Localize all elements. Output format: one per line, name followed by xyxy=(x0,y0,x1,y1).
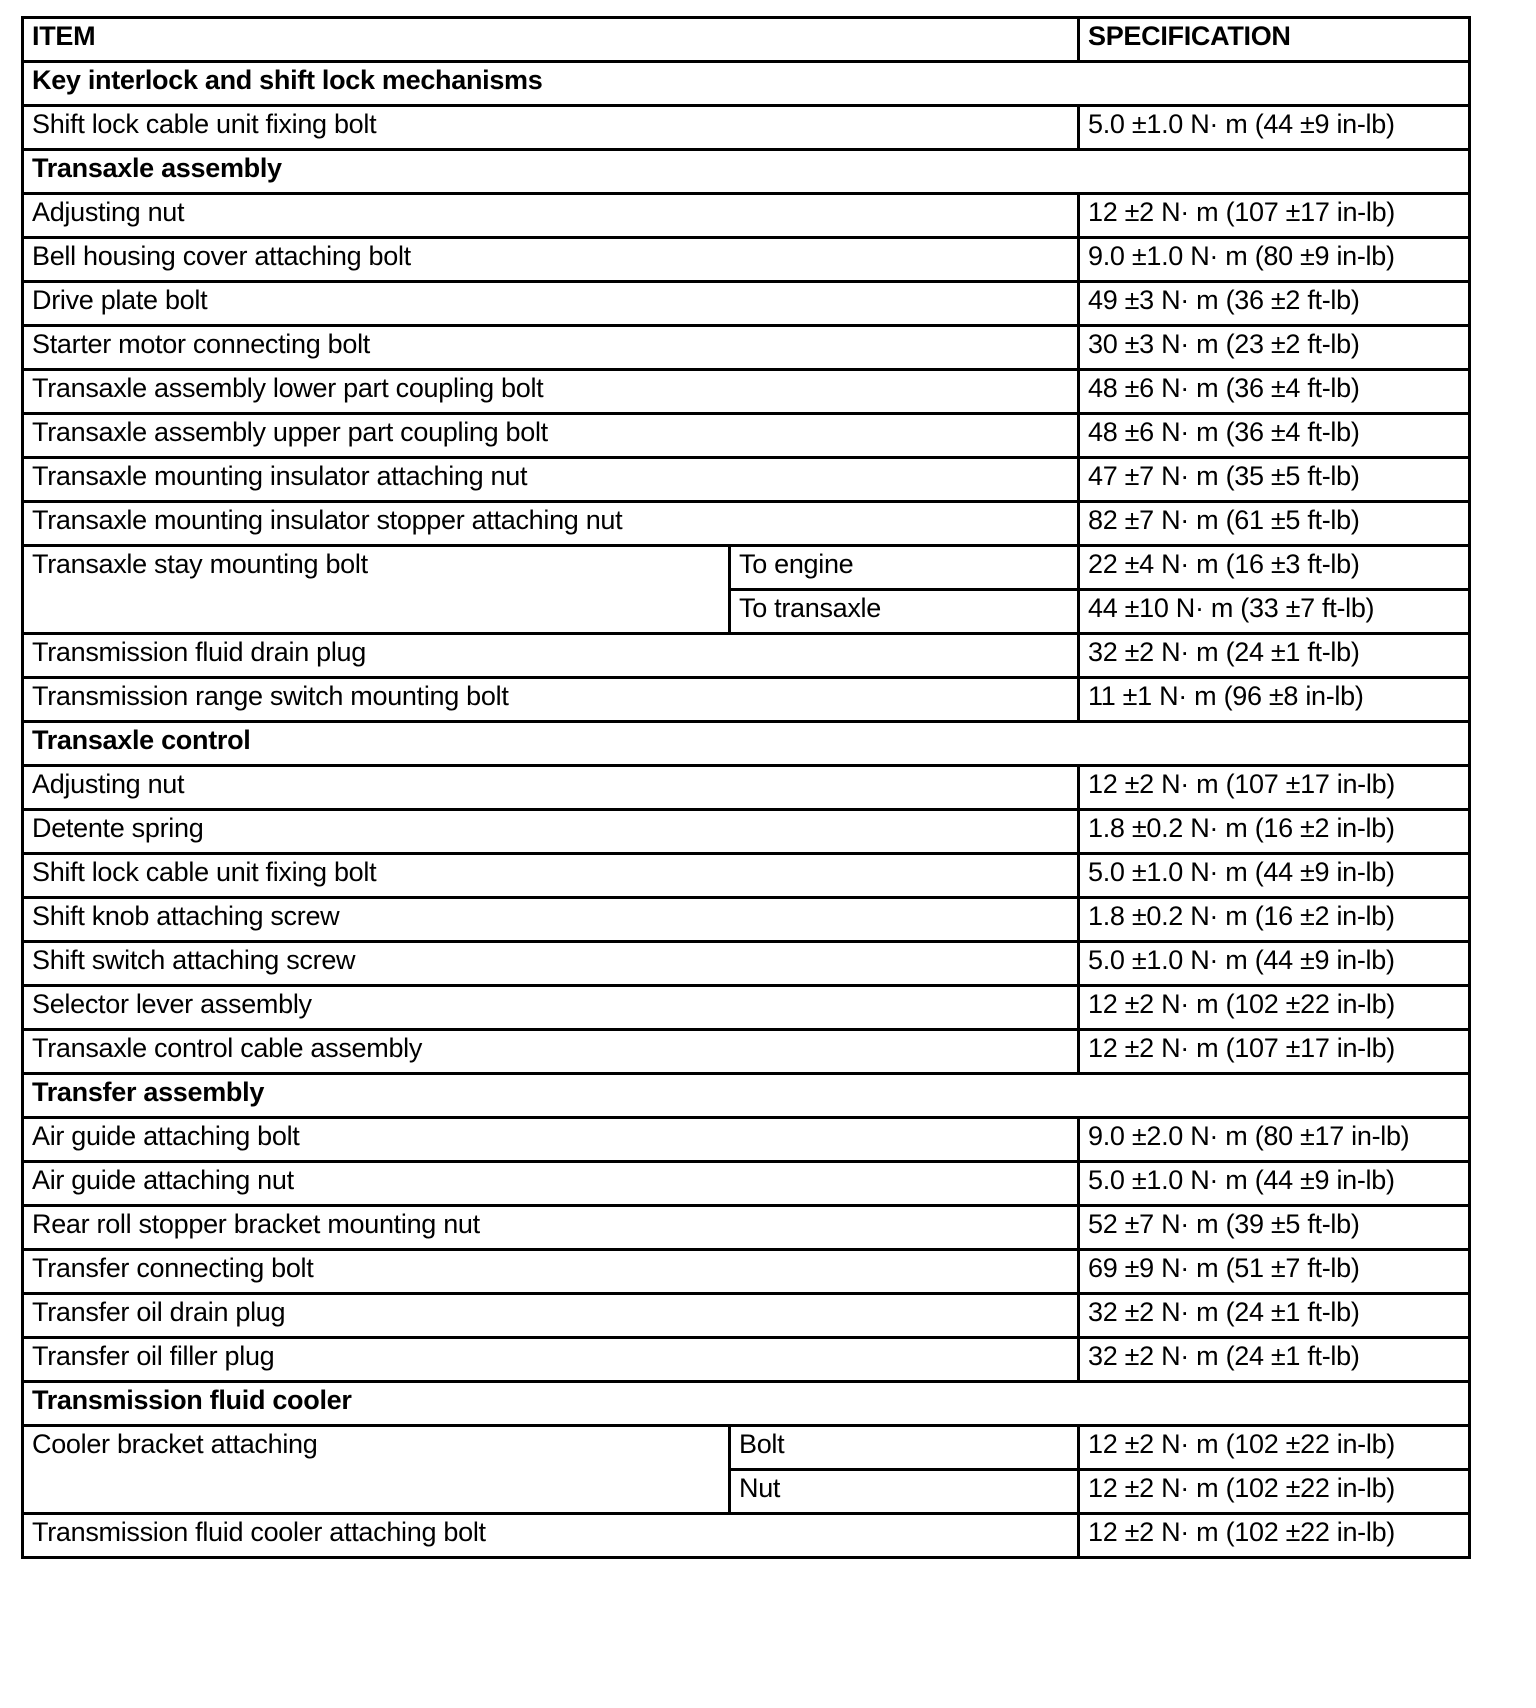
item-sub-location: Bolt xyxy=(730,1426,1079,1470)
section-row xyxy=(23,150,1470,194)
item-specification: 32 ±2 N· m (24 ±1 ft-lb) xyxy=(1079,1294,1470,1338)
section-title: Transmission fluid cooler xyxy=(23,1382,1470,1426)
table-row xyxy=(23,678,1470,722)
table-row xyxy=(23,326,1470,370)
item-specification: 9.0 ±2.0 N· m (80 ±17 in-lb) xyxy=(1079,1118,1470,1162)
header-specification: SPECIFICATION xyxy=(1079,18,1470,62)
table-row xyxy=(23,194,1470,238)
item-specification: 49 ±3 N· m (36 ±2 ft-lb) xyxy=(1079,282,1470,326)
table-row xyxy=(23,1426,1470,1470)
item-name: Detente spring xyxy=(23,810,1079,854)
item-specification: 11 ±1 N· m (96 ±8 in-lb) xyxy=(1079,678,1470,722)
table-row xyxy=(23,810,1470,854)
header-row xyxy=(23,18,1470,62)
table-row xyxy=(23,1206,1470,1250)
item-name: Shift knob attaching screw xyxy=(23,898,1079,942)
item-specification: 48 ±6 N· m (36 ±4 ft-lb) xyxy=(1079,414,1470,458)
item-sub-location: Nut xyxy=(730,1470,1079,1514)
table-row xyxy=(23,546,1470,590)
item-name: Selector lever assembly xyxy=(23,986,1079,1030)
section-row xyxy=(23,1074,1470,1118)
section-row xyxy=(23,722,1470,766)
item-name: Transmission fluid drain plug xyxy=(23,634,1079,678)
section-title: Key interlock and shift lock mechanisms xyxy=(23,62,1470,106)
table-row xyxy=(23,1030,1470,1074)
table-row xyxy=(23,854,1470,898)
item-name: Transaxle mounting insulator stopper attaching nut xyxy=(23,502,1079,546)
item-name: Air guide attaching bolt xyxy=(23,1118,1079,1162)
table-row xyxy=(23,1162,1470,1206)
section-title: Transaxle control xyxy=(23,722,1470,766)
table-row xyxy=(23,1514,1470,1558)
item-name: Bell housing cover attaching bolt xyxy=(23,238,1079,282)
table-row xyxy=(23,238,1470,282)
item-specification: 1.8 ±0.2 N· m (16 ±2 in-lb) xyxy=(1079,898,1470,942)
item-specification: 32 ±2 N· m (24 ±1 ft-lb) xyxy=(1079,634,1470,678)
item-name: Transaxle mounting insulator attaching nut xyxy=(23,458,1079,502)
table-row xyxy=(23,1118,1470,1162)
item-specification: 22 ±4 N· m (16 ±3 ft-lb) xyxy=(1079,546,1470,590)
item-specification: 32 ±2 N· m (24 ±1 ft-lb) xyxy=(1079,1338,1470,1382)
item-name: Air guide attaching nut xyxy=(23,1162,1079,1206)
item-specification: 12 ±2 N· m (107 ±17 in-lb) xyxy=(1079,194,1470,238)
item-name: Adjusting nut xyxy=(23,766,1079,810)
table-row xyxy=(23,898,1470,942)
item-specification: 9.0 ±1.0 N· m (80 ±9 in-lb) xyxy=(1079,238,1470,282)
item-name: Cooler bracket attaching xyxy=(23,1426,730,1514)
section-title: Transfer assembly xyxy=(23,1074,1470,1118)
section-row xyxy=(23,1382,1470,1426)
item-name: Transaxle stay mounting bolt xyxy=(23,546,730,634)
item-name: Starter motor connecting bolt xyxy=(23,326,1079,370)
item-specification: 30 ±3 N· m (23 ±2 ft-lb) xyxy=(1079,326,1470,370)
item-sub-location: To transaxle xyxy=(730,590,1079,634)
table-row xyxy=(23,370,1470,414)
item-name: Transaxle assembly lower part coupling bolt xyxy=(23,370,1079,414)
item-specification: 5.0 ±1.0 N· m (44 ±9 in-lb) xyxy=(1079,854,1470,898)
table-row xyxy=(23,986,1470,1030)
item-name: Transaxle assembly upper part coupling bolt xyxy=(23,414,1079,458)
item-specification: 48 ±6 N· m (36 ±4 ft-lb) xyxy=(1079,370,1470,414)
table-row xyxy=(23,282,1470,326)
item-specification: 12 ±2 N· m (107 ±17 in-lb) xyxy=(1079,766,1470,810)
item-specification: 82 ±7 N· m (61 ±5 ft-lb) xyxy=(1079,502,1470,546)
table-row xyxy=(23,106,1470,150)
item-name: Rear roll stopper bracket mounting nut xyxy=(23,1206,1079,1250)
table-row xyxy=(23,502,1470,546)
torque-spec-table xyxy=(21,16,1471,1559)
item-specification: 5.0 ±1.0 N· m (44 ±9 in-lb) xyxy=(1079,106,1470,150)
item-specification: 12 ±2 N· m (107 ±17 in-lb) xyxy=(1079,1030,1470,1074)
table-row xyxy=(23,458,1470,502)
item-specification: 12 ±2 N· m (102 ±22 in-lb) xyxy=(1079,1470,1470,1514)
table-row xyxy=(23,942,1470,986)
table-row xyxy=(23,634,1470,678)
item-specification: 12 ±2 N· m (102 ±22 in-lb) xyxy=(1079,1426,1470,1470)
table-row xyxy=(23,766,1470,810)
item-name: Transfer oil filler plug xyxy=(23,1338,1079,1382)
item-sub-location: To engine xyxy=(730,546,1079,590)
table-row xyxy=(23,414,1470,458)
item-name: Adjusting nut xyxy=(23,194,1079,238)
item-name: Shift lock cable unit fixing bolt xyxy=(23,854,1079,898)
item-name: Drive plate bolt xyxy=(23,282,1079,326)
item-specification: 1.8 ±0.2 N· m (16 ±2 in-lb) xyxy=(1079,810,1470,854)
item-name: Transfer oil drain plug xyxy=(23,1294,1079,1338)
table-row xyxy=(23,1250,1470,1294)
item-specification: 12 ±2 N· m (102 ±22 in-lb) xyxy=(1079,986,1470,1030)
item-specification: 44 ±10 N· m (33 ±7 ft-lb) xyxy=(1079,590,1470,634)
header-item: ITEM xyxy=(23,18,1079,62)
item-specification: 47 ±7 N· m (35 ±5 ft-lb) xyxy=(1079,458,1470,502)
table-row xyxy=(23,1338,1470,1382)
item-name: Transmission fluid cooler attaching bolt xyxy=(23,1514,1079,1558)
item-name: Transaxle control cable assembly xyxy=(23,1030,1079,1074)
section-row xyxy=(23,62,1470,106)
table-row xyxy=(23,1294,1470,1338)
spec-table-body xyxy=(23,18,1470,1558)
item-specification: 69 ±9 N· m (51 ±7 ft-lb) xyxy=(1079,1250,1470,1294)
item-name: Transfer connecting bolt xyxy=(23,1250,1079,1294)
item-name: Transmission range switch mounting bolt xyxy=(23,678,1079,722)
item-name: Shift lock cable unit fixing bolt xyxy=(23,106,1079,150)
item-name: Shift switch attaching screw xyxy=(23,942,1079,986)
item-specification: 5.0 ±1.0 N· m (44 ±9 in-lb) xyxy=(1079,1162,1470,1206)
item-specification: 5.0 ±1.0 N· m (44 ±9 in-lb) xyxy=(1079,942,1470,986)
section-title: Transaxle assembly xyxy=(23,150,1470,194)
item-specification: 12 ±2 N· m (102 ±22 in-lb) xyxy=(1079,1514,1470,1558)
item-specification: 52 ±7 N· m (39 ±5 ft-lb) xyxy=(1079,1206,1470,1250)
